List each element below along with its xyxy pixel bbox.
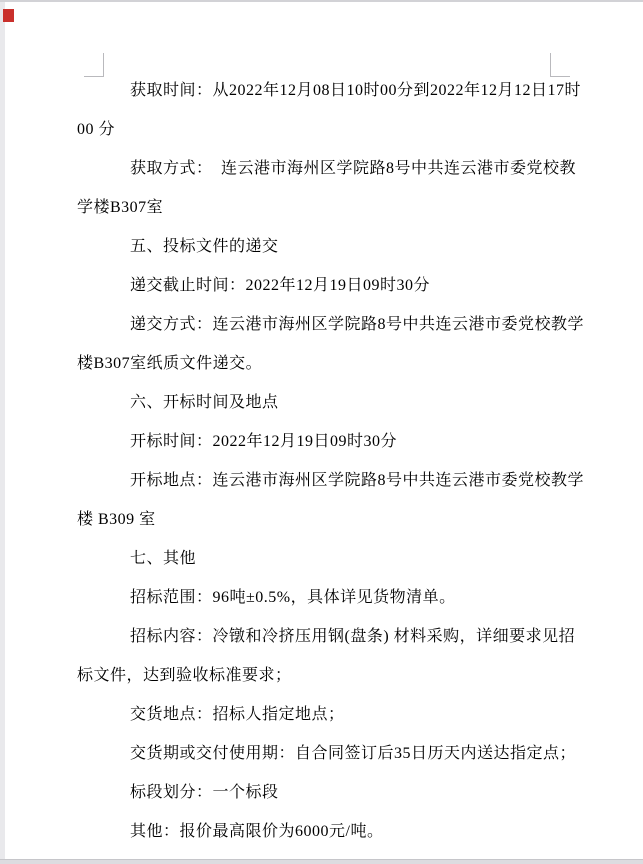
line-bid-scope: 招标范围：96吨±0.5%，具体详见货物清单。 — [130, 589, 456, 606]
line-delivery-period: 交货期或交付使用期：自合同签订后35日历天内送达指定点； — [130, 745, 577, 762]
line-submit-deadline: 递交截止时间：2022年12月19日09时30分 — [130, 277, 431, 294]
heading-section-6: 六、开标时间及地点 — [130, 394, 279, 411]
line-bid-content-cont: 标文件，达到验收标准要求； — [77, 667, 292, 684]
page-bottom-edge — [0, 859, 643, 864]
line-acquire-time-cont: 00 分 — [77, 121, 116, 138]
heading-section-7: 七、其他 — [130, 550, 197, 567]
line-open-time: 开标时间：2022年12月19日09时30分 — [130, 433, 398, 450]
line-other-price-cap: 其他：报价最高限价为6000元/吨。 — [130, 823, 384, 840]
line-submit-method-cont: 楼B307室纸质文件递交。 — [77, 355, 263, 372]
line-lot-division: 标段划分：一个标段 — [130, 784, 279, 801]
heading-section-5: 五、投标文件的递交 — [130, 238, 279, 255]
line-acquire-method-cont: 学楼B307室 — [77, 199, 164, 216]
line-submit-method: 递交方式：连云港市海州区学院路8号中共连云港市委党校教学 — [130, 316, 585, 333]
line-open-place-cont: 楼 B309 室 — [77, 511, 156, 528]
line-acquire-time: 获取时间：从2022年12月08日10时00分到2022年12月12日17时 — [130, 82, 582, 99]
line-delivery-place: 交货地点：招标人指定地点； — [130, 706, 345, 723]
line-bid-content: 招标内容：冷镦和冷挤压用钢(盘条) 材料采购，详细要求见招 — [130, 628, 576, 645]
line-acquire-method: 获取方式： 连云港市海州区学院路8号中共连云港市委党校教 — [130, 160, 577, 177]
line-open-place: 开标地点：连云港市海州区学院路8号中共连云港市委党校教学 — [130, 472, 585, 489]
